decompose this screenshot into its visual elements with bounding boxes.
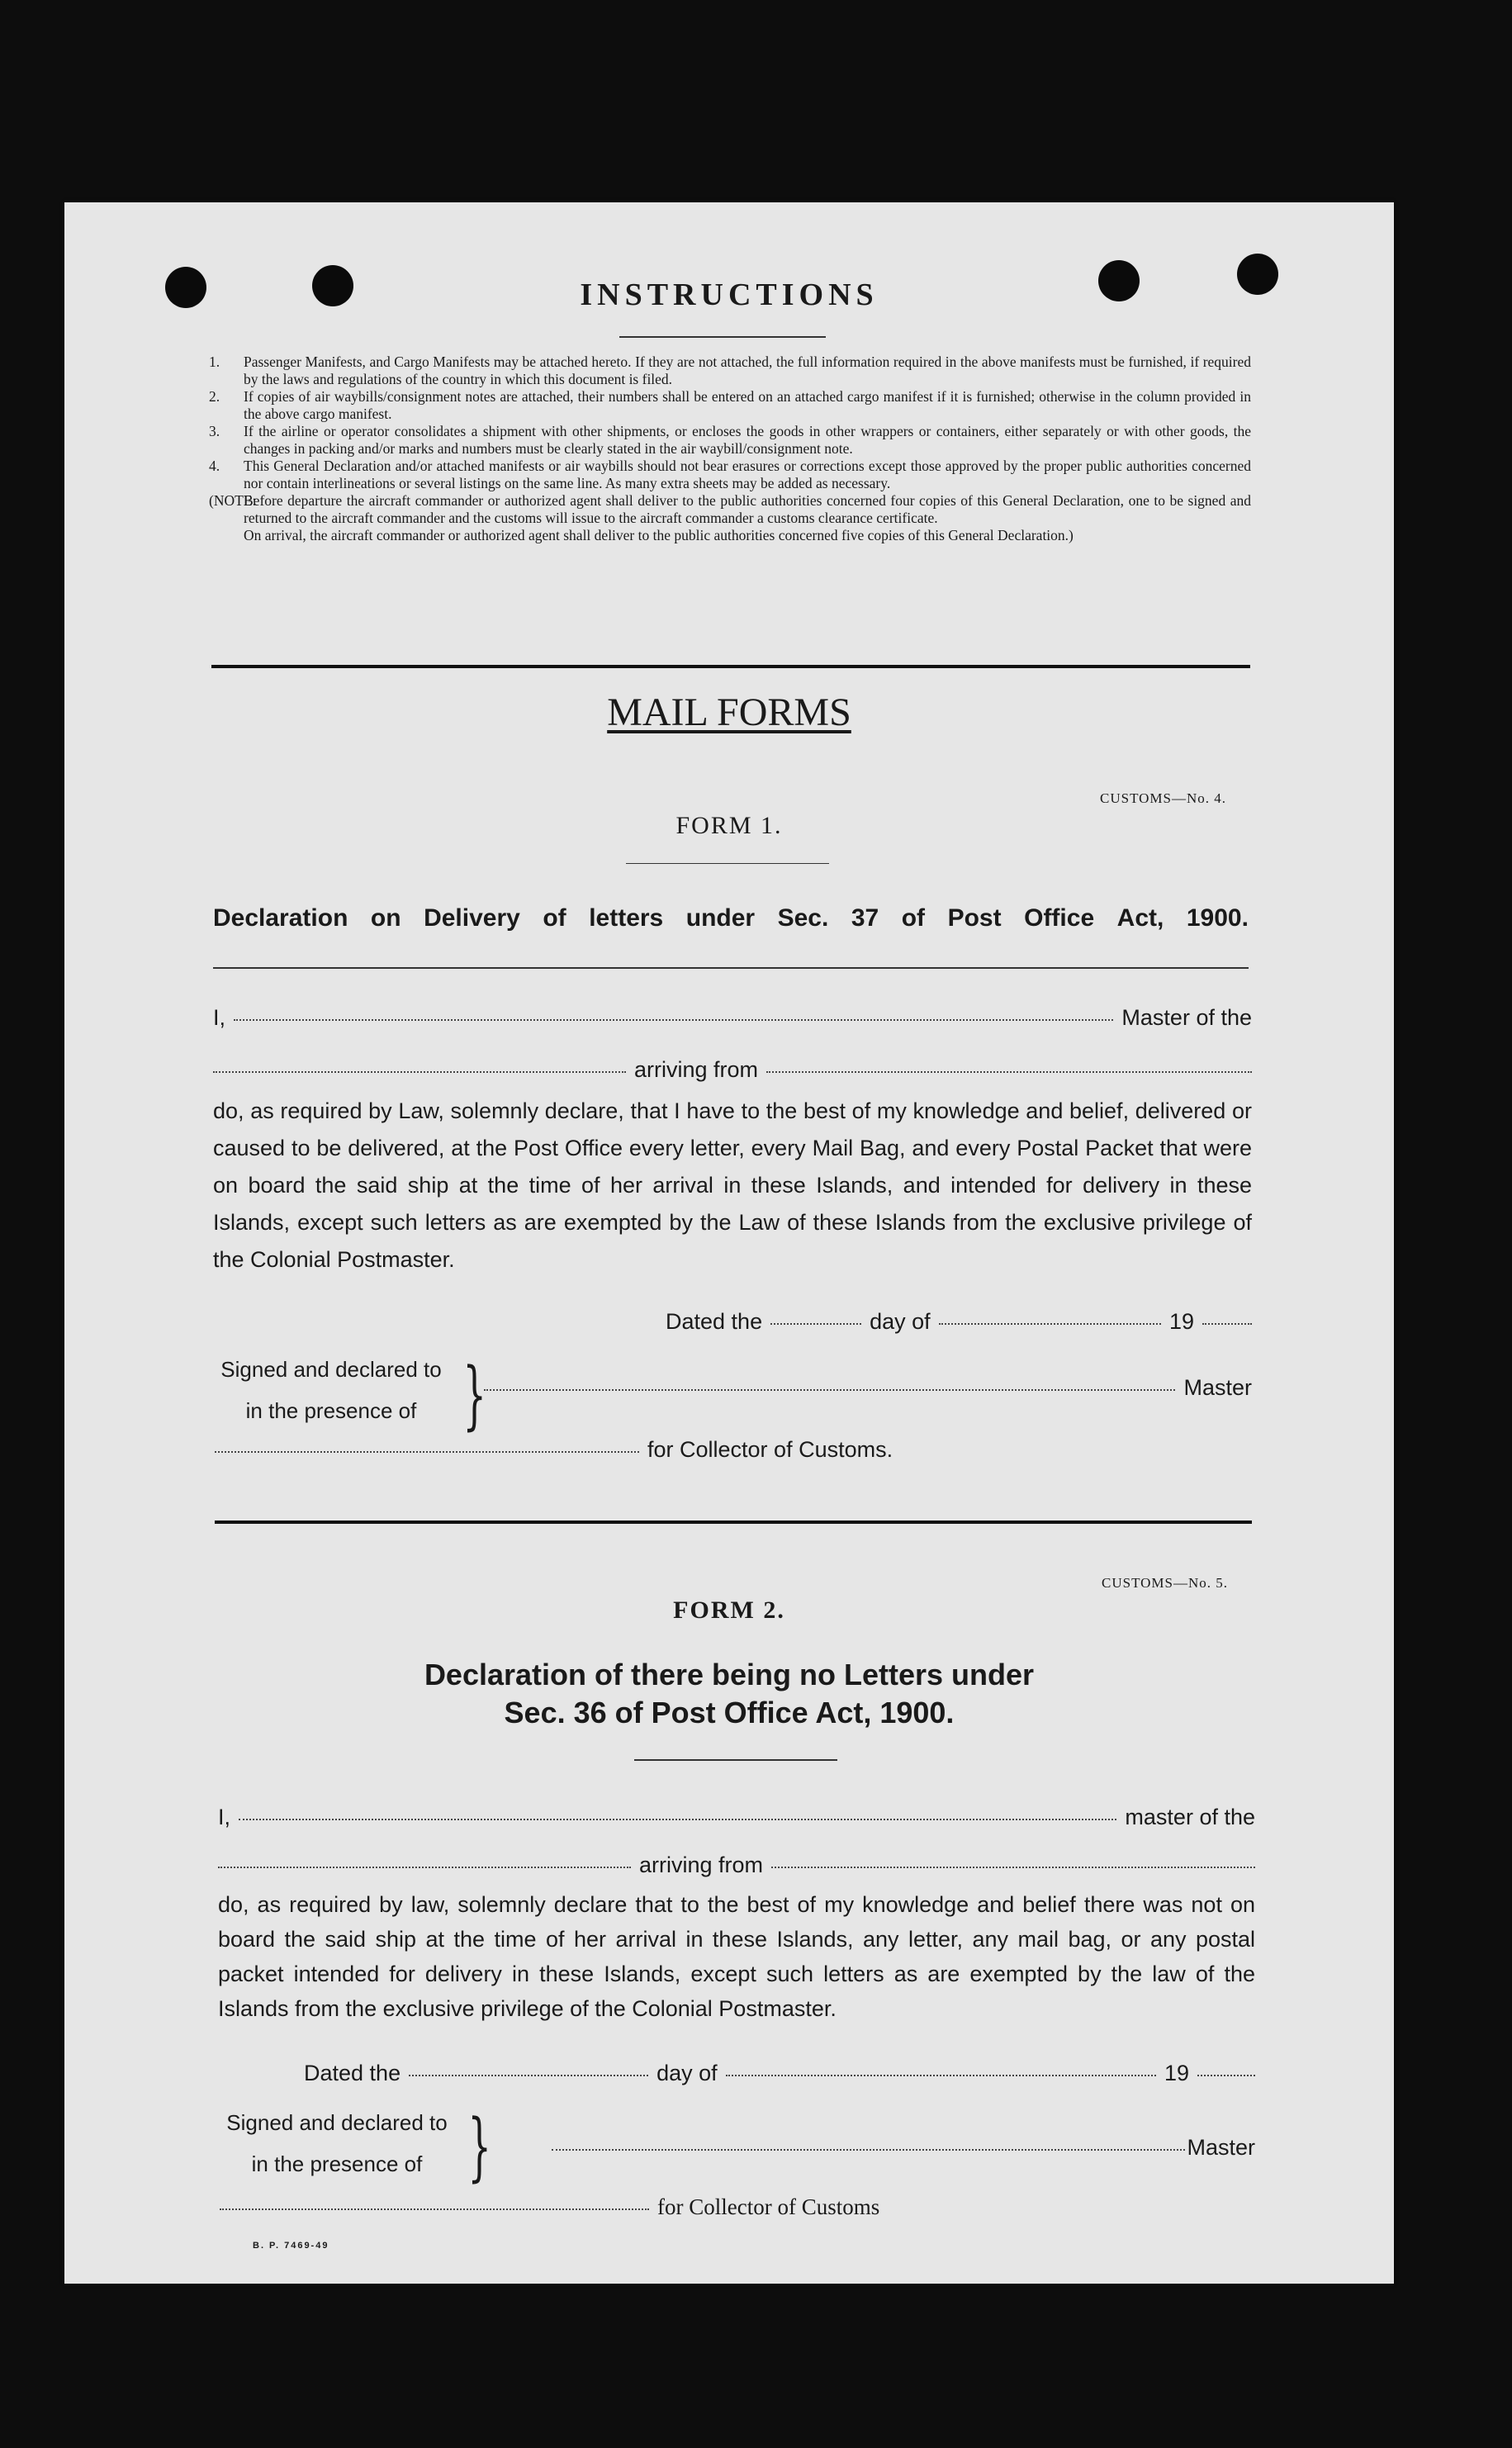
- instructions-underline: [619, 336, 826, 338]
- form1-master-of-label: Master of the: [1121, 1005, 1252, 1030]
- note-text: Before departure the aircraft commander or authorized agent shall deliver to the public authorities concerned four copies of this General Declaration, one to be signed and returned to the aircraft commander and the customs will issue to the aircraft commander a customs clearance certificate.: [244, 492, 1251, 526]
- signed-line-2: in the presence of: [245, 1398, 417, 1423]
- instruction-note: [209, 492, 1251, 544]
- declaration-word: Sec.: [777, 904, 829, 932]
- mail-forms-title: MAIL FORMS: [607, 690, 851, 734]
- form2-collector-line: [220, 2194, 1045, 2220]
- instruction-text: If the airline or operator consolidates a shipment with other shipments, or encloses the goods in other wrappers or containers, either separately or with other goods, the changes in packing and/or marks and numbers must be clearly stated in the air waybill/consignment note.: [244, 423, 1251, 457]
- form1-body-text: do, as required by Law, solemnly declare, that I have to the best of my knowledge and belief, delivered or caused to be delivered, at the Post Office every letter, every Mail Bag, and every Postal Packet that were on board the said ship at the time of her arrival in these Islands, and intended for delivery in these Islands, except such letters as are exempted by the Law of these Islands from the exclusive privilege of the Colonial Postmaster.: [213, 1098, 1252, 1272]
- form2-collector-signature-field[interactable]: [220, 2208, 649, 2210]
- form1-day-of-label: day of: [870, 1309, 931, 1334]
- form1-dated-line: [666, 1309, 1252, 1335]
- declaration-word: under: [685, 904, 756, 932]
- form1-year-field[interactable]: [1202, 1323, 1252, 1325]
- form1-arriving-from-field[interactable]: [766, 1071, 1252, 1073]
- form2-day-field[interactable]: [409, 2075, 648, 2076]
- form2-i-label: I,: [218, 1805, 231, 1829]
- instruction-number: 4.: [209, 458, 220, 474]
- instruction-number: 3.: [209, 423, 220, 439]
- declaration-word: of: [543, 904, 566, 932]
- instruction-text: This General Declaration and/or attached manifests or air waybills should not bear erasures or corrections except those approved by the proper public authorities concerned nor contain interlineations or several listings on the same line. As many extra sheets may be added as necessary.: [244, 458, 1251, 491]
- declaration-word: on: [370, 904, 401, 932]
- declaration-word: 1900.: [1186, 904, 1249, 932]
- form2-year-field[interactable]: [1197, 2075, 1255, 2076]
- form1-year-label: 19: [1168, 1309, 1194, 1334]
- instruction-item: [209, 458, 1251, 492]
- form2-day-of-label: day of: [656, 2061, 718, 2085]
- form2-name-field[interactable]: [239, 1819, 1116, 1820]
- form2-master-signature-field[interactable]: [552, 2149, 1185, 2151]
- form2-dated-line: [304, 2061, 1255, 2086]
- form2-year-label: 19: [1164, 2061, 1189, 2085]
- instruction-text: Passenger Manifests, and Cargo Manifests may be attached hereto. If they are not attached, the full information required in the above manifests must be furnished, if required by the laws and regulations of the country in which this document is filed.: [244, 353, 1251, 387]
- declaration-word: letters: [589, 904, 664, 932]
- form1-i-label: I,: [213, 1005, 226, 1030]
- declaration-word: Act,: [1116, 904, 1164, 932]
- document-page: [64, 202, 1394, 2284]
- declaration-word: Office: [1024, 904, 1095, 932]
- form1-collector-label: for Collector of Customs.: [647, 1437, 893, 1462]
- form2-master-of-label: master of the: [1125, 1805, 1255, 1829]
- form1-ship-name-field[interactable]: [213, 1071, 626, 1073]
- signed-line-1: Signed and declared to: [220, 1357, 442, 1382]
- form1-customs-number: CUSTOMS—No. 4.: [1100, 790, 1227, 806]
- form-divider: [215, 1521, 1252, 1524]
- instruction-item: [209, 353, 1251, 388]
- form2-master-line: [218, 1805, 1255, 1830]
- note-text-arrival: On arrival, the aircraft commander or authorized agent shall deliver to the public authorities concerned five copies of this General Declaration.): [244, 527, 1074, 543]
- form1-name-field[interactable]: [234, 1019, 1113, 1021]
- instructions-list: [209, 353, 1251, 544]
- form1-signed-label: [211, 1349, 451, 1431]
- form2-signed-label: [213, 2102, 461, 2185]
- form1-master-label: Master: [1183, 1375, 1252, 1400]
- form2-title-line-1: Declaration of there being no Letters under: [424, 1658, 1035, 1691]
- form1-title-rule: [213, 967, 1249, 969]
- instructions-title: INSTRUCTIONS: [580, 278, 879, 312]
- form-print-code: B. P. 7469-49: [253, 2241, 329, 2251]
- form1-master-line: [213, 1005, 1252, 1031]
- form2-declaration-title: [64, 1656, 1394, 1732]
- form2-arriving-label: arriving from: [639, 1853, 764, 1877]
- section-divider: [211, 665, 1250, 668]
- note-label: (NOTE:: [209, 492, 257, 509]
- form2-dated-label: Dated the: [304, 2061, 401, 2085]
- form2-master-signature-line: [552, 2135, 1255, 2161]
- form1-collector-signature-field[interactable]: [215, 1451, 639, 1453]
- instruction-number: 1.: [209, 353, 220, 370]
- instruction-number: 2.: [209, 388, 220, 405]
- form1-master-signature-field[interactable]: [484, 1389, 1175, 1391]
- declaration-word: 37: [851, 904, 879, 932]
- form2-title-line-2: Sec. 36 of Post Office Act, 1900.: [504, 1696, 955, 1729]
- brace-icon: }: [467, 2104, 491, 2190]
- declaration-word: of: [901, 904, 926, 932]
- form1-master-signature-line: [484, 1375, 1252, 1401]
- form1-day-field[interactable]: [770, 1323, 861, 1325]
- form2-ship-name-field[interactable]: [218, 1867, 631, 1868]
- instruction-item: [209, 423, 1251, 458]
- form2-customs-number: CUSTOMS—No. 5.: [1102, 1575, 1229, 1591]
- form1-collector-line: [215, 1437, 1040, 1463]
- form2-label: FORM 2.: [673, 1596, 785, 1624]
- form1-arriving-label: arriving from: [634, 1057, 759, 1082]
- brace-icon: }: [462, 1352, 486, 1439]
- signed-line-2: in the presence of: [251, 2151, 423, 2176]
- form2-month-field[interactable]: [726, 2075, 1156, 2076]
- form2-arriving-line: [218, 1853, 1255, 1878]
- form2-arriving-from-field[interactable]: [771, 1867, 1255, 1868]
- form2-master-label: Master: [1187, 2135, 1255, 2160]
- declaration-word: Post: [947, 904, 1002, 932]
- form2-body-text: do, as required by law, solemnly declare that to the best of my knowledge and belief there was not on board the said ship at the time of her arrival in these Islands, any letter, any mail bag, or any postal packet intended for delivery in these Islands, except such letters as are exempted by the law of the Islands from the exclusive privilege of the Colonial Postmaster.: [218, 1892, 1255, 2021]
- form1-dated-label: Dated the: [666, 1309, 763, 1334]
- signed-line-1: Signed and declared to: [226, 2110, 448, 2135]
- form2-title-underline: [634, 1759, 837, 1761]
- instruction-text: If copies of air waybills/consignment notes are attached, their numbers shall be entered on an attached cargo manifest if it is furnished; otherwise in the column provided in the above cargo manifest.: [244, 388, 1251, 422]
- form1-declaration-title: [213, 904, 1249, 932]
- instruction-item: [209, 388, 1251, 423]
- declaration-word: Delivery: [424, 904, 520, 932]
- form1-arriving-line: [213, 1057, 1252, 1083]
- form1-label-underline: [626, 863, 829, 864]
- declaration-word: Declaration: [213, 904, 348, 932]
- form2-collector-label: for Collector of Customs: [657, 2194, 880, 2219]
- form1-label: FORM 1.: [675, 812, 783, 839]
- form1-month-field[interactable]: [939, 1323, 1161, 1325]
